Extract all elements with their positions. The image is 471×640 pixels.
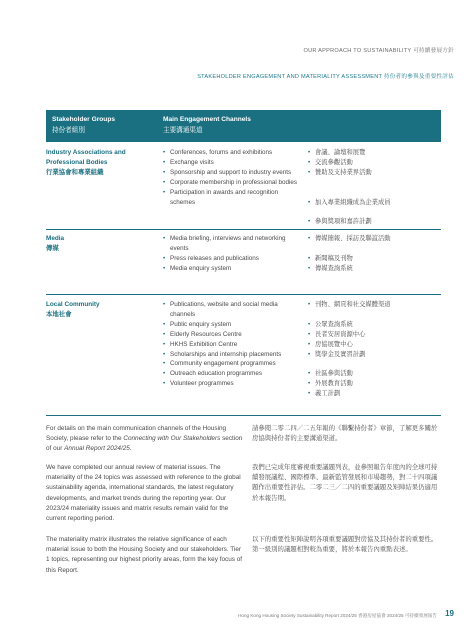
channels-zh-list <box>308 300 438 399</box>
list-item: • 會議、論壇和展覽 <box>308 148 438 158</box>
column-header-groups: Stakeholder Groups 持份者組別 <box>52 116 116 134</box>
list-item: • Outreach education programmes <box>163 369 303 379</box>
list-item: • 公眾查詢系統 <box>308 320 438 330</box>
list-item: • Exchange visits <box>163 158 303 168</box>
paragraph-channels-en: For details on the main communication channels of the Housing Society, please refer to the Connecting with Our Stakeholders section of our Annual Report 2024/25. <box>46 425 243 453</box>
group-label: Media 傳媒 <box>46 235 65 253</box>
list-item: • 傳媒簡報、採訪及聯誼活動 <box>308 234 438 254</box>
list-item: • 交流參觀活動 <box>308 158 438 168</box>
report-title: Annual Report 2024/25 <box>64 445 130 453</box>
column-header-channels: Main Engagement Channels 主要溝通渠道 <box>163 116 251 134</box>
channels-en-list <box>163 148 303 207</box>
list-item: • 傳媒查詢系統 <box>308 264 438 274</box>
footer-text: Hong Kong Housing Society Sustainability Report 2024/25 香港房屋協會 2024/25 可持續發展報告 <box>238 613 437 618</box>
list-item: • Media enquiry system <box>163 264 303 274</box>
paragraph-review-en: We have completed our annual review of material issues. The materiality of the 24 topics was assessed with reference to the global sustainability agenda, international standards, the latest regulatory developments, and market trends during the reporting year. Our 2023/24 materiality issues and matrix results remain valid for the current reporting period. <box>46 464 241 523</box>
list-item: • 贊助及支持業界活動 <box>308 168 438 198</box>
list-item: • 參與獎項和嘉許計劃 <box>308 217 438 227</box>
subsection-header: STAKEHOLDER ENGAGEMENT AND MATERIALITY ASSESSMENT 持份者的參與及重要性評估 <box>197 74 454 80</box>
list-item: • 社區參與活動 <box>308 369 438 379</box>
list-item: • Corporate membership in professional bodies <box>163 178 303 188</box>
list-item: • Community engagement programmes <box>163 359 303 369</box>
paragraph-channels-zh: 請參閱二零二四／二五年報的《聯繫持份者》章節，了解更多關於房協與持份者的主要溝通渠道。 <box>252 425 438 443</box>
paragraph-matrix-zh: 以下的重要性矩陣說明各項重要議題對房協及其持份者的重要性。第一級別的議題相對較為重要，將於本報告內重點表述。 <box>252 536 438 554</box>
channels-en-list <box>163 300 303 389</box>
paragraph-review-zh: 我們已完成年度審視重要議題列表，並參照報告年度內的全球可持續發展議程、國際標準、最新監管發展和市場趨勢，對二十四項議題作出重要性評估。二零二三／二四的重要議題及矩陣結果仍適用於本報告期。 <box>252 464 438 502</box>
row-divider <box>46 229 441 230</box>
table-header <box>46 110 441 142</box>
list-item: • 加入專業組織成為企業成員 <box>308 198 438 218</box>
list-item: • Conferences, forums and exhibitions <box>163 148 303 158</box>
list-item: • 外展教育活動 <box>308 379 438 389</box>
list-item: • Press releases and publications <box>163 254 303 264</box>
list-item: • HKHS Exhibition Centre <box>163 340 303 350</box>
list-item: • 長者安居資源中心 <box>308 330 438 340</box>
list-item: • Elderly Resources Centre <box>163 330 303 340</box>
channels-zh-list <box>308 148 438 227</box>
paragraph-matrix-en: The materiality matrix illustrates the relative significance of each material issue to both the Housing Society and our stakeholders. Tier 1 topics, representing our highest priority areas, form the key focus of this Report. <box>46 536 243 574</box>
list-item: • 新聞稿及刊物 <box>308 254 438 264</box>
report-section-link: Connecting with Our Stakeholders <box>123 435 221 443</box>
list-item: • 義工計劃 <box>308 389 438 399</box>
list-item: • Public enquiry system <box>163 320 303 330</box>
list-item: • Scholarships and internship placements <box>163 350 303 360</box>
list-item: • Publications, website and social media channels <box>163 300 303 320</box>
row-divider <box>46 294 441 295</box>
channels-en-list <box>163 234 303 274</box>
list-item: • 房協展覽中心 <box>308 340 438 350</box>
list-item: • 刊物、網頁和社交媒體渠道 <box>308 300 438 320</box>
channels-zh-list <box>308 234 438 274</box>
page-number: 19 <box>445 609 454 618</box>
list-item: • Media briefing, interviews and networking events <box>163 234 303 254</box>
list-item: • 獎學金及實習計劃 <box>308 350 438 370</box>
list-item: • Sponsorship and support to industry events <box>163 168 303 178</box>
group-label: Industry Associations and Professional Bodies 行業協會和專業組織 <box>46 149 126 177</box>
list-item: • Participation in awards and recognition schemes <box>163 188 303 208</box>
group-label: Local Community 本地社會 <box>46 301 100 319</box>
list-item: • Volunteer programmes <box>163 379 303 389</box>
section-header: OUR APPROACH TO SUSTAINABILITY 可持續發展方針 <box>303 48 454 54</box>
table-bottom-rule <box>46 415 441 416</box>
